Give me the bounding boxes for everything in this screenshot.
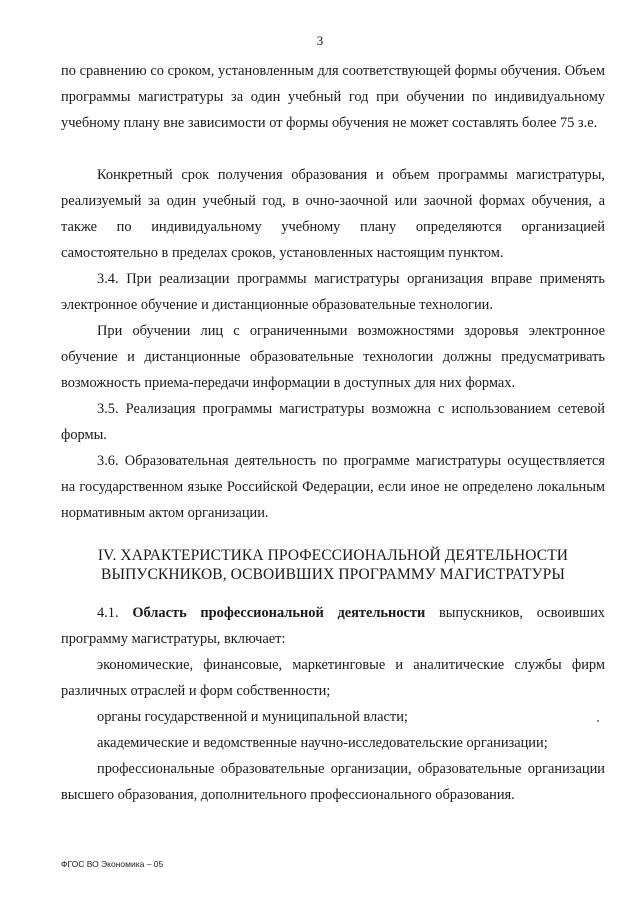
section-heading-line-1: IV. ХАРАКТЕРИСТИКА ПРОФЕССИОНАЛЬНОЙ ДЕЯТЕЛЬНОСТИ [97, 547, 569, 564]
list-item: академические и ведомственные научно-исследовательские организации; [97, 735, 548, 751]
paragraph-3-4: 3.4. При реализации программы магистратуры организация вправе применять электронное обучение и дистанционные образовательные технологии. [61, 271, 605, 313]
list-item: профессиональные образовательные организации, образовательные организации высшего образования, дополнительного профессионального образования. [61, 761, 605, 803]
footer-label: ФГОС ВО Экономика – 05 [61, 859, 164, 869]
paragraph-disabilities: При обучении лиц с ограниченными возможностями здоровья электронное обучение и дистанционные образовательные технологии должны предусматривать возможность приема-передачи информации в доступных для них формах. [61, 323, 605, 391]
bold-term: Область профессиональной деятельности [132, 605, 426, 621]
paragraph-3-5: 3.5. Реализация программы магистратуры возможна с использованием сетевой формы. [61, 401, 605, 443]
item-rest: выпускников, освоивших программу магистратуры, включает: [61, 605, 605, 647]
list-item: органы государственной и муниципальной власти; [97, 709, 408, 725]
paragraph-4-1 [61, 600, 605, 652]
page-number: 3 [316, 33, 324, 48]
item-number: 4.1. [97, 605, 119, 621]
paragraph-specific-term: Конкретный срок получения образования и объем программы магистратуры, реализуемый за один учебный год, в очно-заочной или заочной формах обучения, а также по индивидуальному учебному плану определяются организацией самостоятельно в пределах сроков, установленных настоящим пунктом. [61, 167, 605, 261]
paragraph-3-6: 3.6. Образовательная деятельность по программе магистратуры осуществляется на государственном языке Российской Федерации, если иное не определено локальным нормативным актом организации. [61, 453, 605, 521]
scan-speck [597, 720, 599, 722]
list-item: экономические, финансовые, маркетинговые и аналитические службы фирм различных отраслей и форм собственности; [61, 657, 605, 699]
section-heading-line-2: ВЫПУСКНИКОВ, ОСВОИВШИХ ПРОГРАММУ МАГИСТРАТУРЫ [101, 566, 565, 583]
paragraph-term-limit: по сравнению со сроком, установленным для соответствующей формы обучения. Объем программы магистратуры за один учебный год при обучении по индивидуальному учебному плану вне зависимости от формы обучения не может составлять более 75 з.е. [61, 63, 605, 131]
section-heading [61, 546, 605, 584]
